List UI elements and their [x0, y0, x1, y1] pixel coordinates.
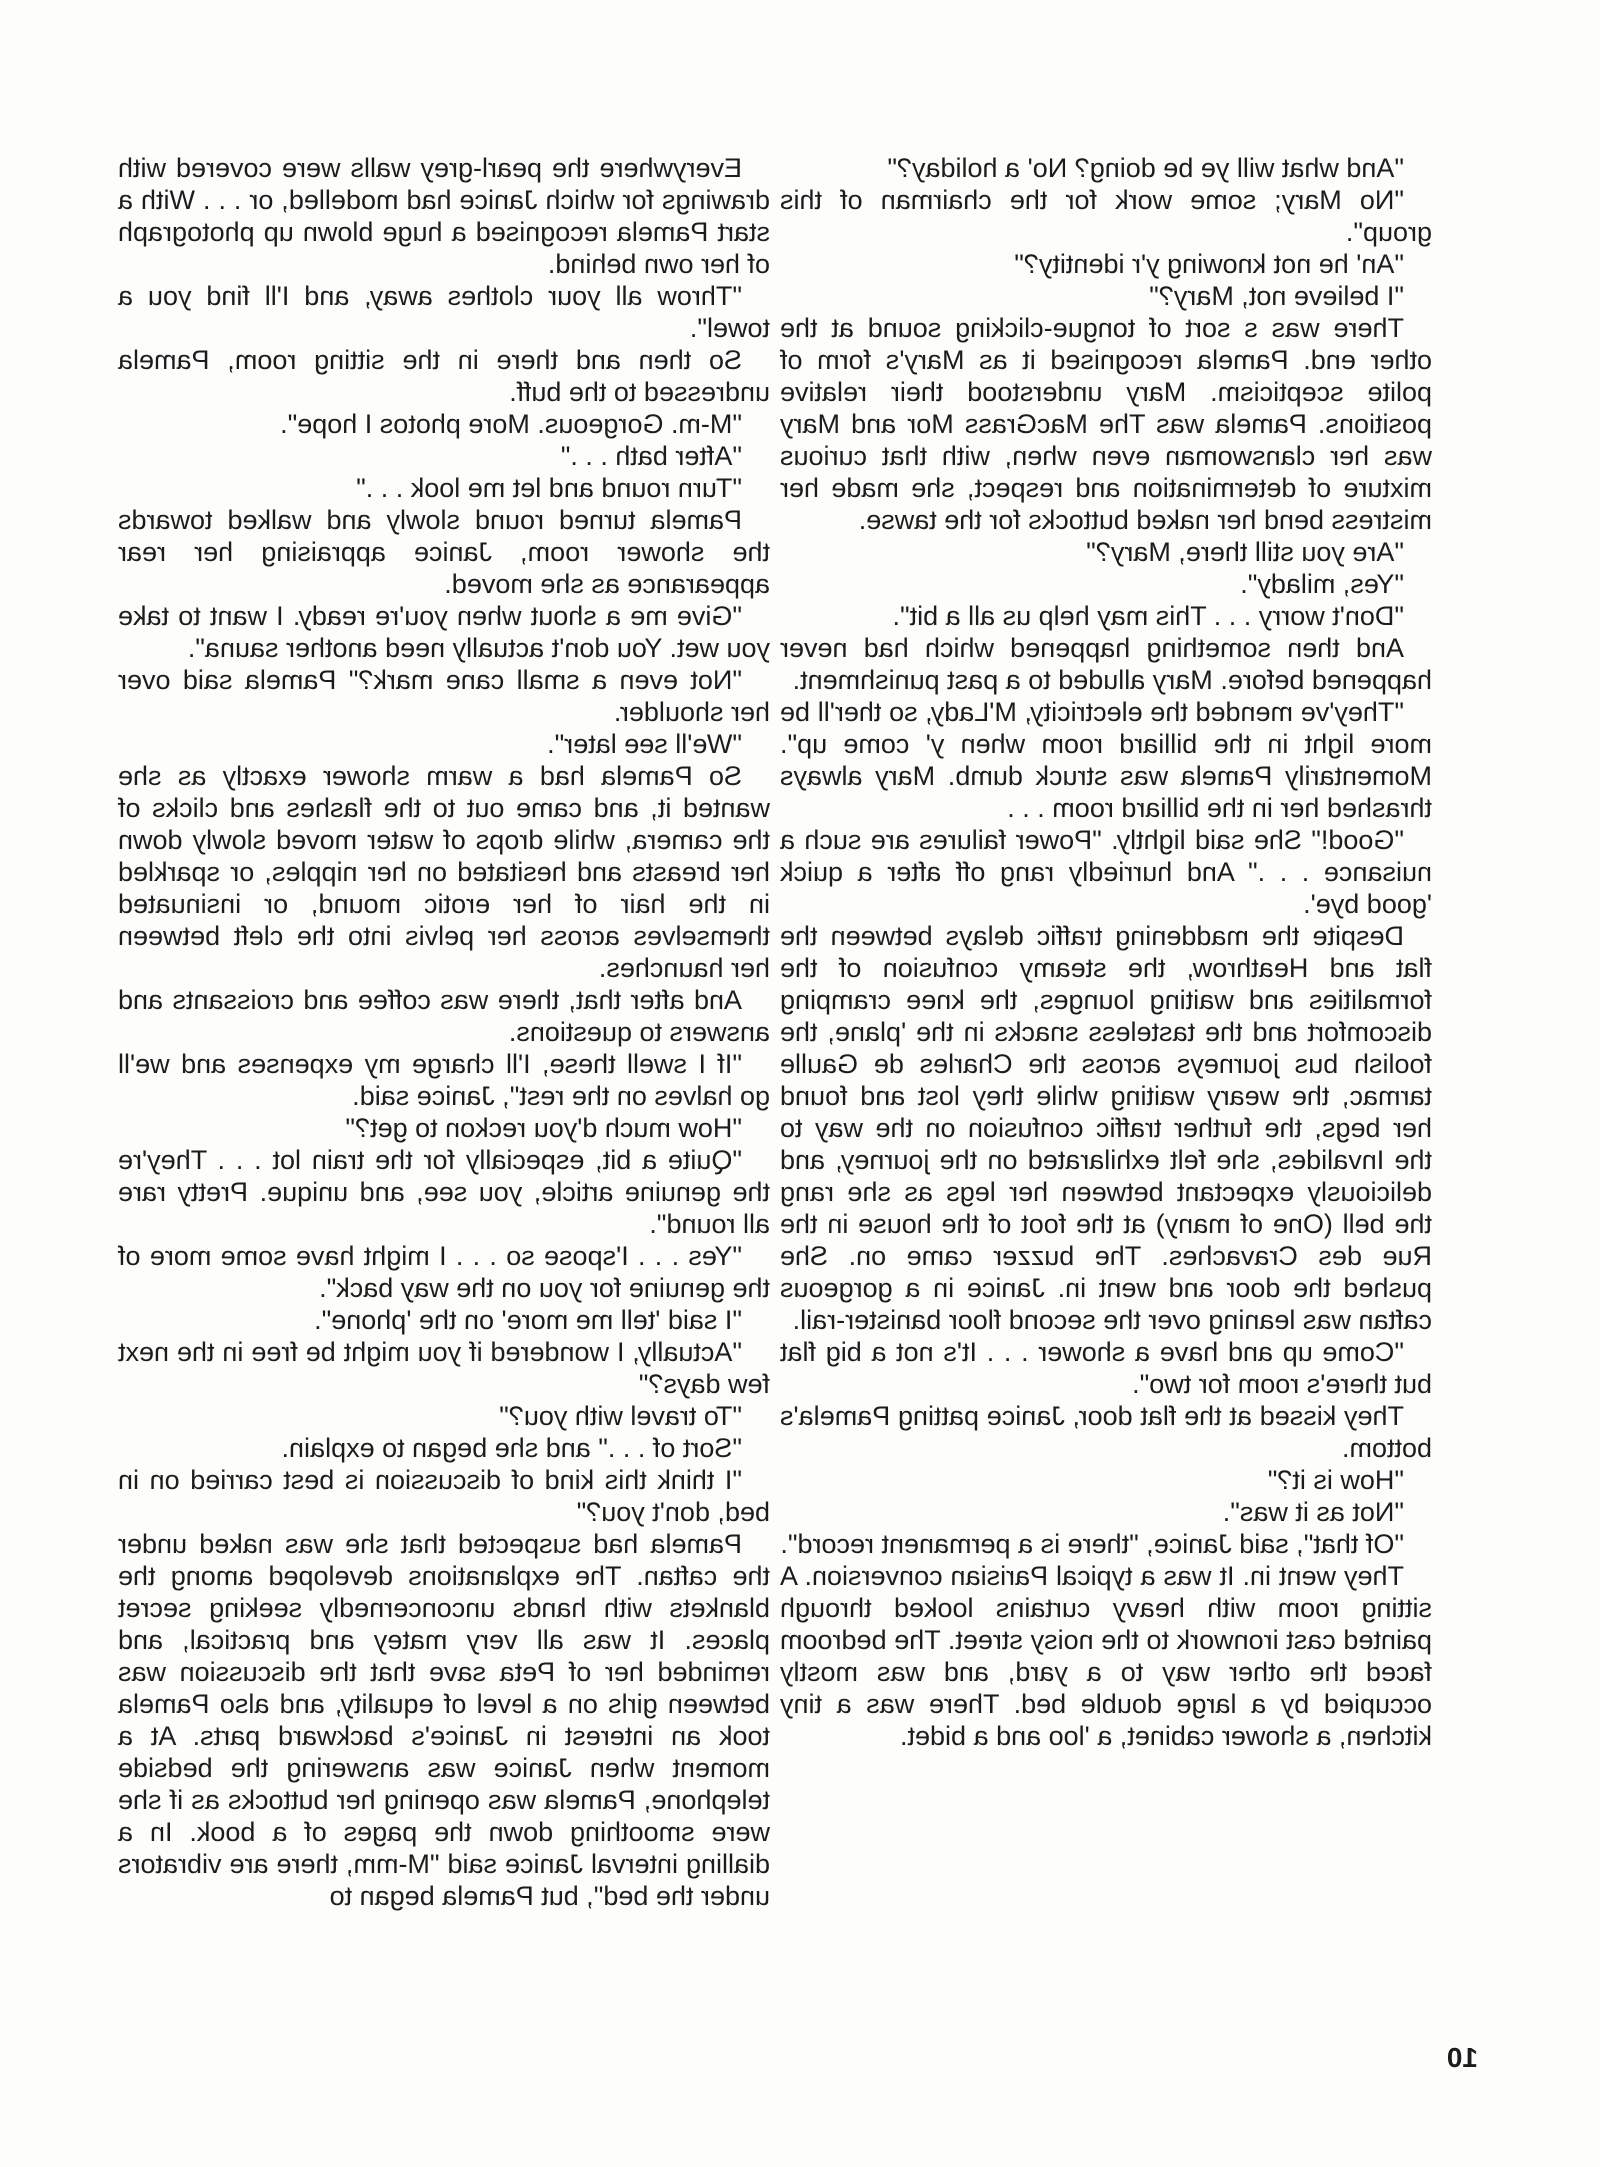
paragraph: "If I swell these, I'll charge my expenses and we'll go halves on the rest", Janice said.: [118, 1049, 770, 1111]
paragraph: "They've mended the electricity, M'Lady, so ther'll be more light in the billiard room when y' come up". Momentarily Pamela was struck dumb. Mary always thrashed her in the billiard room . . .: [780, 697, 1432, 823]
paragraph: Pamela turned round slowly and walked towards the shower room, Janice appraising her rear appearance as she moved.: [118, 505, 770, 599]
paragraph: "Not even a small cane mark?" Pamela said over her shoulder.: [118, 665, 770, 727]
paragraph: So Pamela had a warm shower exactly as she wanted it, and came out to the flashes and clicks of the camera, while drops of water moved slowly down her breasts and hesitated on her nipples, or sparkled in the hair of her erotic mound, or insinuated themselves across her pelvis into the cleft between her haunches.: [118, 761, 770, 983]
paragraph: "Quite a bit, especially for the train lot . . . They're the genuine article, you see, and unique. Pretty rare all round".: [118, 1145, 770, 1239]
paragraph: "Throw all your clothes away, and I'll find you a towel".: [118, 281, 770, 343]
paragraph: And after that, there was coffee and croissants and answers to questions.: [118, 985, 770, 1047]
paragraph: They went in. It was a typical Parisian conversion. A sitting room with heavy curtains looked through painted cast ironwork to the noisy street. The bedroom faced the other way to a yard, and was mostly occupied by a large double bed. There was a tiny kitchen, a shower cabinet, a 'loo and a bidet.: [780, 1561, 1432, 1751]
paragraph: "I said 'tell me more' on the 'phone".: [314, 1305, 742, 1335]
paragraph: "Actually, I wondered if you might be free in the next few days?": [118, 1337, 770, 1399]
paragraph: "Yes . . . I'spose so . . . I might have some more of the genuine for you on the way back".: [118, 1241, 770, 1303]
text-column-right: [118, 152, 770, 1912]
paragraph: "M-m. Gorgeous. More photos I hope".: [280, 409, 742, 439]
paragraph: "How is it?": [1267, 1465, 1404, 1495]
paragraph: "I think this kind of discussion is best carried on in bed, don't you?": [118, 1465, 770, 1527]
paragraph: "Don't worry . . . This may help us all a bit".: [892, 601, 1404, 631]
paragraph: "Good!" She said lightly. "Power failures are such a nuisance . . ." And hurriedly rang off after a quick 'good bye'.: [780, 825, 1432, 919]
paragraph: Everywhere the pearl-grey walls were covered with drawings for which Janice had modelled, or . . . With a start Pamela recognised a huge blown up photograph of her own behind.: [118, 153, 770, 279]
paragraph: "Of that", said Janice, "there is a permanent record".: [780, 1529, 1404, 1559]
paragraph: Despite the maddening traffic delays between the flat and Heathrow, the steamy confusion of the formalities and waiting lounges, the knee cramping discomfort and the tasteless snacks in the 'plane, the foolish bus journeys across the Charles de Gaulle tarmac, the weary waiting while they lost and found her begs, the further traffic confusion on the way to the Invalides, she felt exhilarated on the journey, and deliciously expectant between her legs as she rang the bell (One of many) at the foot of the house in the Rue des Cravaches. The buzzer came on. She pushed the door and went in. Janice in a gorgeous caftan was leaning over the second floor banister-rail.: [780, 921, 1432, 1335]
paragraph: And then something happened which had never happened before. Mary alluded to a past punishment.: [780, 633, 1432, 695]
paragraph: "Come up and have a shower . . . It's not a big flat but there's room for two".: [780, 1337, 1432, 1399]
paragraph: There was s sort of tongue-clicking sound at the other end. Pamela recognised it as Mary's form of polite scepticism. Mary understood their relative positions. Pamela was The MacGrass Mor and Mary was her clanswoman even when, with that curious mixture of determination and respect, she made her mistress bend her naked buttocks for the tawse.: [780, 313, 1432, 535]
paragraph: So then and there in the sitting room, Pamela undressed to the buff.: [118, 345, 770, 407]
text-column-left: [780, 152, 1432, 1752]
paragraph: "Yes, milady".: [1240, 569, 1404, 599]
paragraph: "We'll see later".: [547, 729, 742, 759]
paragraph: "Sort of . . ." and she began to explain.: [281, 1433, 742, 1463]
page-number: 10: [1446, 2042, 1478, 2073]
paragraph: "And what will ye be doing? No' a holiday?": [887, 153, 1404, 183]
paragraph: Pamela had suspected that she was naked under the caftan. The explanations developed among the blankets with hands unconcernedly seeking secret places. It was all very matey and practical, and reminded her of Peta save that the discussion was between girls on a level of equality, and also Pamela took an interest in Janice's backward parts. At a moment when Janice was answering the bedside telephone, Pamela was opening her buttocks as if she were smoothing down the pages of a book. In a dialling interval Janice said "M-mm, there are vibrators under the bed", but Pamela began to: [118, 1529, 770, 1911]
paragraph: "How much d'you reckon to get?": [345, 1113, 742, 1143]
paragraph: "I believe not, Mary?": [1149, 281, 1404, 311]
paragraph: "After bath . . .": [560, 441, 742, 471]
paragraph: They kissed at the flat door, Janice patting Pamela's bottom.: [780, 1401, 1432, 1463]
paragraph: "Not as it was".: [1222, 1497, 1404, 1527]
paragraph: "To travel with you?": [499, 1401, 742, 1431]
paragraph: "Give me a shout when you're ready. I want to take you wet. You don't actually need another sauna".: [118, 601, 770, 663]
paragraph: "An' he not knowing y'r identity?": [1014, 249, 1404, 279]
paragraph: "Turn round and let me look . . .": [356, 473, 742, 503]
paragraph: "No Mary; some work for the chairman of this group".: [780, 185, 1432, 247]
paragraph: "Are you still there, Mary?": [1086, 537, 1404, 567]
